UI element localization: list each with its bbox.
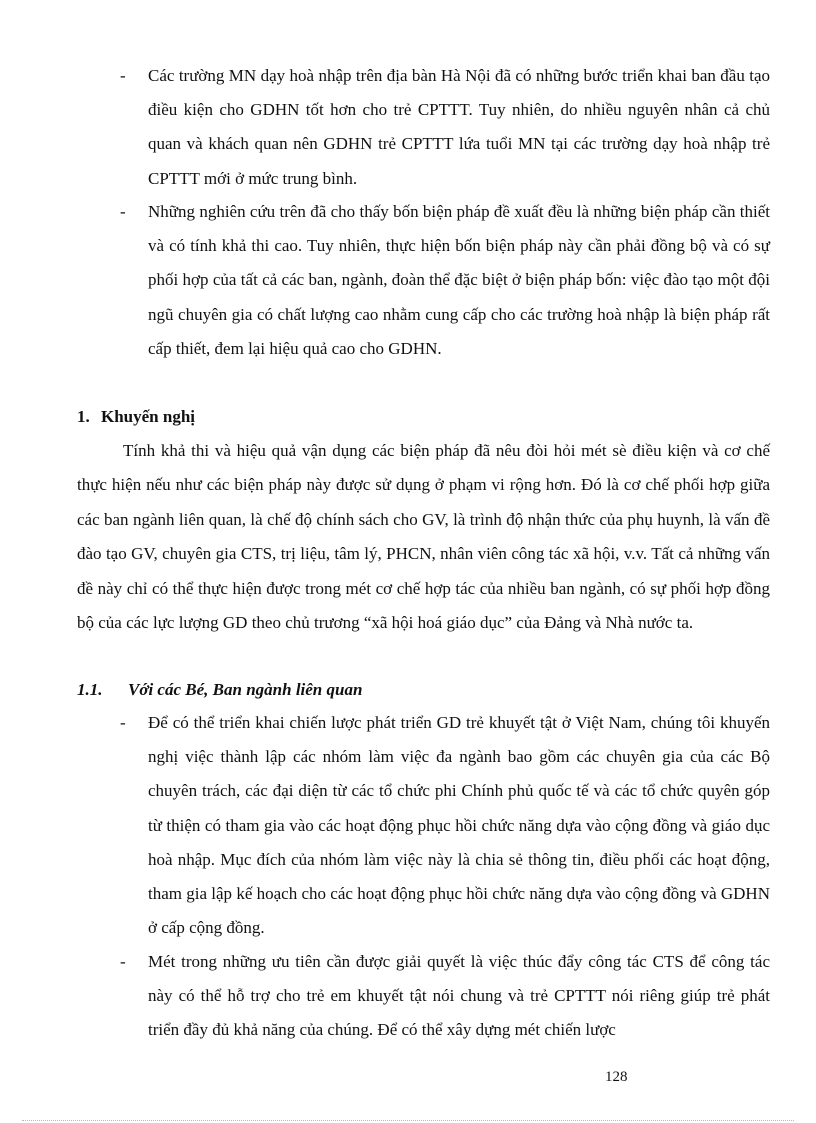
bullet-marker: - [120, 202, 126, 221]
section-paragraph: Tính khả thi và hiệu quả vận dụng các biện pháp đã nêu đòi hỏi mét sè điều kiện và cơ chế thực hiện nếu như các biện pháp này được sử dụng ở phạm vi rộng hơn. Đó là cơ chế phối hợp giữa các ban ngành liên quan, là chế độ chính sách cho GV, là trình độ nhận thức của phụ huynh, là vấn đề đào tạo GV, chuyên gia CTS, trị liệu, tâm lý, PHCN, nhân viên công tác xã hội, v.v. Tất cả những vấn đề này chỉ có thể thực hiện được trong mét cơ chế hợp tác của nhiều ban ngành, có sự phối hợp đồng bộ của các lực lượng GD theo chủ trương “xã hội hoá giáo dục” của Đảng và Nhà nước ta. [77, 441, 770, 633]
list-item [120, 59, 770, 196]
subsection-title: Với các Bé, Ban ngành liên quan [128, 680, 363, 699]
list-item-text: Để có thể triển khai chiến lược phát triển GD trẻ khuyết tật ở Việt Nam, chúng tôi khuyến nghị việc thành lập các nhóm làm việc đa ngành bao gồm các chuyên gia của các Bộ chuyên trách, các đại diện từ các tổ chức phi Chính phủ quốc tế và các tổ chức quyên góp từ thiện có tham gia vào các hoạt động phục hồi chức năng dựa vào cộng đồng và giáo dục hoà nhập. Mục đích của nhóm làm việc này là chia sẻ thông tin, điều phối các hoạt động, tham gia lập kế hoạch cho các hoạt động phục hồi chức năng dựa vào cộng đồng và GDHN ở cấp cộng đồng. [148, 713, 770, 938]
list-item [120, 706, 770, 945]
bullet-marker: - [120, 713, 126, 732]
bullet-marker: - [120, 952, 126, 971]
list-item-text: Mét trong những ưu tiên cần được giải quyết là việc thúc đẩy công tác CTS để công tác này có thể hỗ trợ cho trẻ em khuyết tật nói chung và trẻ CPTTT nói riêng giúp trẻ phát triển đầy đủ khả năng của chúng. Để có thể xây dựng mét chiến lược [148, 952, 770, 1040]
section-title: Khuyến nghị [101, 407, 196, 426]
list-item [120, 945, 770, 1048]
subsection-number: 1.1. [77, 680, 103, 699]
section-heading [77, 402, 195, 432]
page-bottom-divider [22, 1120, 794, 1121]
page-number: 128 [605, 1069, 628, 1085]
subsection-heading [77, 675, 362, 705]
list-item [120, 195, 770, 366]
section-number: 1. [77, 407, 90, 426]
bullet-marker: - [120, 66, 126, 85]
list-item-text: Các trường MN dạy hoà nhập trên địa bàn Hà Nội đã có những bước triển khai ban đầu tạo điều kiện cho GDHN tốt hơn cho trẻ CPTTT. Tuy nhiên, do nhiều nguyên nhân cả chủ quan và khách quan nên GDHN trẻ CPTTT lứa tuổi MN tại các trường dạy hoà nhập trẻ CPTTT mới ở mức trung bình. [148, 66, 770, 188]
list-item-text: Những nghiên cứu trên đã cho thấy bốn biện pháp đề xuất đều là những biện pháp cần thiết và có tính khả thi cao. Tuy nhiên, thực hiện bốn biện pháp này cần phải đồng bộ và có sự phối hợp của tất cả các ban, ngành, đoàn thể đặc biệt ở biện pháp bốn: việc đào tạo một đội ngũ chuyên gia có chất lượng cao nhằm cung cấp cho các trường hoà nhập là biện pháp rất cấp thiết, đem lại hiệu quả cao cho GDHN. [148, 202, 770, 358]
